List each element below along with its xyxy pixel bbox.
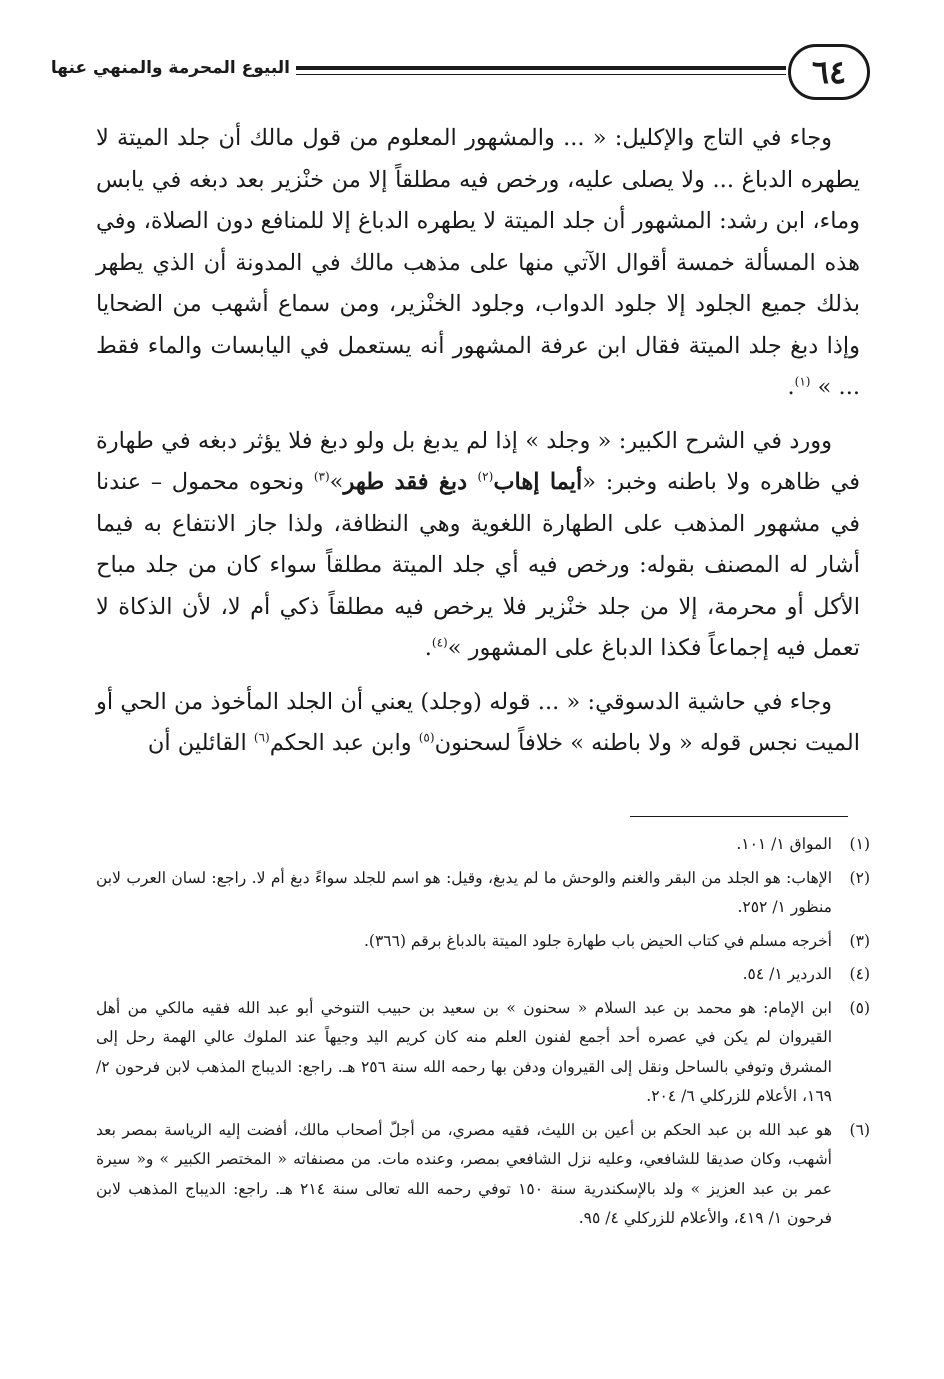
header-rule-thin xyxy=(296,74,786,75)
paragraph-text: وجاء في التاج والإكليل: « ... والمشهور المعلوم من قول مالك أن جلد الميتة لا يطهره الدباغ ... ولا يصلى عليه، ورخص فيه مطلقاً إلا من خنْزير بعد دبغه في يابس وماء، ابن رشد: المشهور أن جلد الميتة لا يطهره الدباغ إلا للمنافع دون الصلاة، وفي هذه المسألة خمسة أقوال الآتي منها على مذهب مالك في المدونة أن الذي يطهر بذلك جميع الجلود إلا جلود الدواب، وجلود الخنْزير، ومن سماع أشهب من الضحايا وإذا دبغ جلد الميتة فقال ابن عرفة المشهور أنه يستعمل في اليابسات والماء فقط ... » xyxy=(96,125,860,400)
footnote xyxy=(96,1116,870,1234)
paragraph-dasuqi xyxy=(96,682,860,765)
footnote-ref: (٥) xyxy=(418,730,435,745)
footnote-text: هو عبد الله بن عبد الحكم بن أعين بن الليث، فقيه مصري، من أجلّ أصحاب مالك، أفضت إليه الرياسة بمصر بعد أشهب، وكان صديقا للشافعي، وعليه نزل الشافعي بمصر، وعنده مات. من مصنفاته « المختصر الكبير » و« سيرة عمر بن عبد العزيز » ولد بالإسكندرية سنة ١٥٠ توفي رحمه الله تعالى سنة ٢١٤ هـ. راجع: الديباج المذهب لابن فرحون ١/ ٤١٩، والأعلام للزركلي ٤/ ٩٥. xyxy=(96,1120,832,1227)
footnote-text: أخرجه مسلم في كتاب الحيض باب طهارة جلود الميتة بالدباغ برقم (٣٦٦). xyxy=(363,931,832,950)
paragraph-text: وابن عبد الحكم xyxy=(269,730,419,756)
main-text xyxy=(96,118,860,777)
hadith-text: أيما إهاب xyxy=(493,469,583,495)
footnote-text: الدردير ١/ ٥٤. xyxy=(742,965,832,983)
paragraph-text: القائلين أن xyxy=(147,730,254,756)
page-header xyxy=(50,44,870,104)
footnote-number: (٣) xyxy=(849,931,870,950)
footnote-number: (١) xyxy=(849,835,870,853)
footnotes xyxy=(96,830,870,1238)
footnote xyxy=(96,994,870,1112)
footnote-number: (٤) xyxy=(849,965,870,983)
footnote-text: المواق ١/ ١٠١. xyxy=(736,835,832,853)
footnote-ref: (٤) xyxy=(431,635,448,650)
paragraph-text: ونحوه محمول – عندنا في مشهور المذهب على الطهارة اللغوية وهي النظافة، ولذا جاز الانتفاع به فيما أشار له المصنف بقوله: ورخص فيه أي جلد الميتة مطلقاً سواء كان من جلد مباح الأكل أو محرمة، إلا من جلد خنْزير فلا يرخص فيه مطلقاً ذكي أم لا، لأن الذكاة لا تعمل فيه إجماعاً فكذا الدباغ على المشهور » xyxy=(96,469,860,661)
footnote xyxy=(96,830,870,860)
page-number: ٦٤ xyxy=(788,44,870,100)
paragraph-end: . xyxy=(787,374,795,400)
footnote-number: (٢) xyxy=(849,868,870,887)
paragraph-text: وورد في الشرح الكبير: « وجلد » إذا لم يدبغ بل ولو دبغ فلا يؤثر دبغه في طهارة في ظاهره ولا باطنه وخبر: « xyxy=(96,427,860,495)
footnote xyxy=(96,960,870,990)
paragraph-taj xyxy=(96,118,860,409)
footnote-ref: (١) xyxy=(794,374,811,389)
footnote-number: (٦) xyxy=(849,1120,870,1139)
footnote xyxy=(96,864,870,923)
paragraph-sharh-kabir xyxy=(96,421,860,670)
footnote xyxy=(96,927,870,957)
quote-close: » xyxy=(329,469,344,495)
footnote-text: ابن الإمام: هو محمد بن عبد السلام « سحنون » بن سعيد بن حبيب التنوخي أبو عبد الله فقيه مالكي من أهل القيروان لم يكن في عصره أحد أجمع لفنون العلم منه كان كريم اليد وجيهاً عند الملوك عالي الهمة رحل إلى المشرق وتوفي بالساحل ونقل إلى القيروان ودفن بها رحمه الله سنة ٢٥٦ هـ. راجع: الديباج المذهب لابن فرحون ٢/ ١٦٩، الأعلام للزركلي ٦/ ٢٠٤. xyxy=(96,998,832,1105)
footnote-separator xyxy=(630,816,848,817)
running-title: البيوع المحرمة والمنهي عنها xyxy=(50,58,290,78)
footnote-number: (٥) xyxy=(849,998,870,1017)
footnote-ref: (٦) xyxy=(253,730,270,745)
footnote-text: الإهاب: هو الجلد من البقر والغنم والوحش ما لم يدبغ، وقيل: هو اسم للجلد سواءً دبغ أم لا. راجع: لسان العرب لابن منظور ١/ ٢٥٢. xyxy=(96,868,832,916)
header-rule-thick xyxy=(296,66,786,70)
footnote-ref: (٣) xyxy=(313,469,330,484)
hadith-text: دبغ فقد طهر xyxy=(343,469,478,495)
paragraph-text: وجاء في حاشية الدسوقي: « ... قوله (وجلد) يعني أن الجلد المأخوذ من الحي أو الميت نجس قوله « ولا باطنه » خلافاً لسحنون xyxy=(96,688,860,756)
paragraph-end: . xyxy=(424,635,432,661)
footnote-ref: (٢) xyxy=(477,469,494,484)
